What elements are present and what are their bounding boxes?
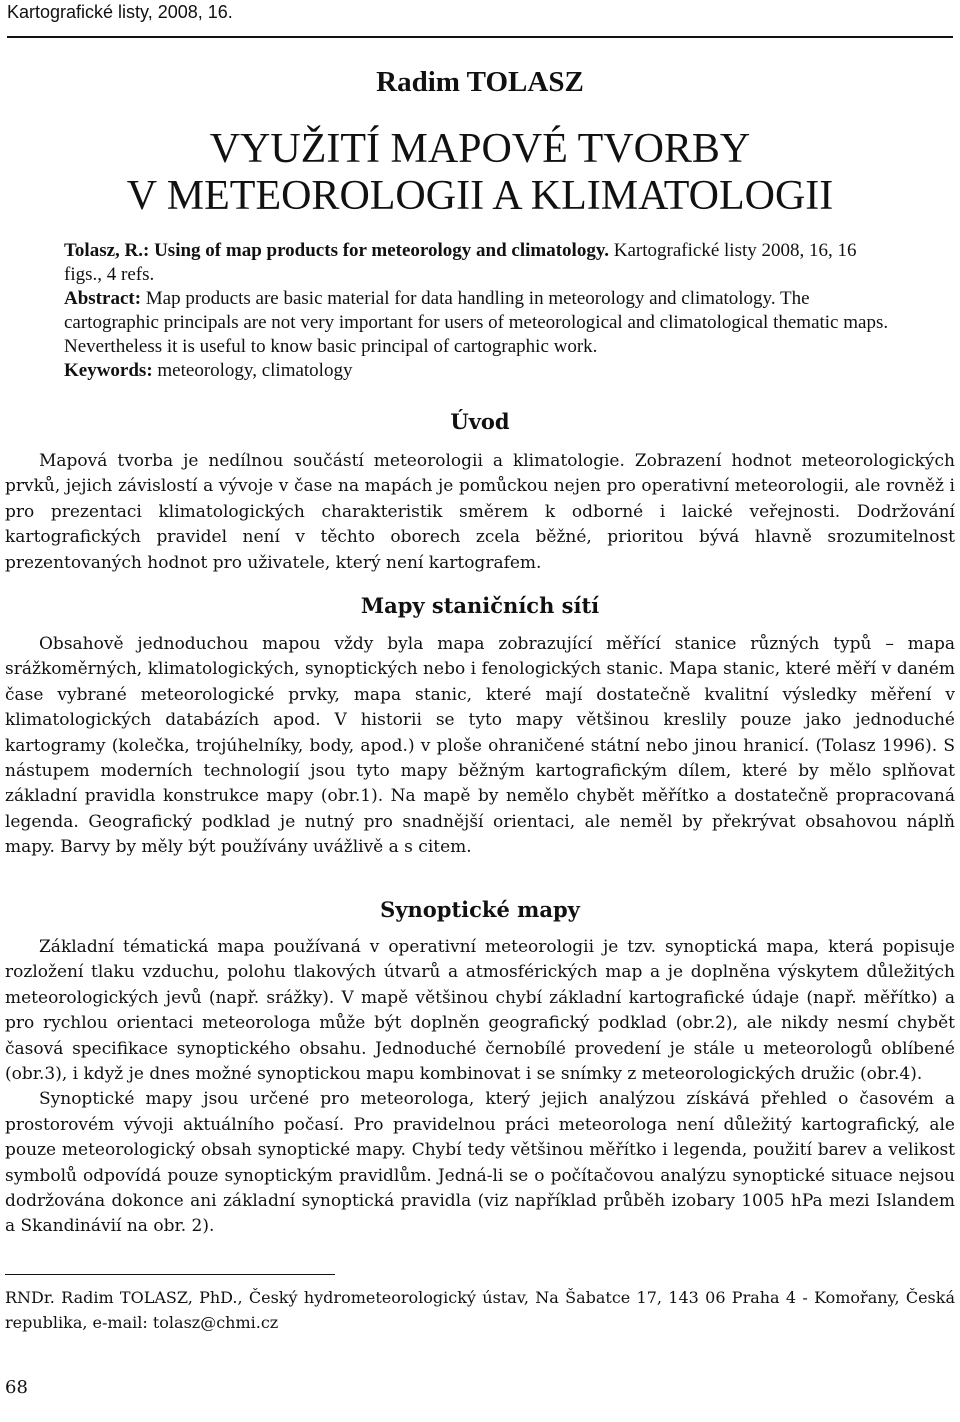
citation xyxy=(64,239,894,287)
section-body-intro xyxy=(5,449,955,576)
keywords-label: Keywords: xyxy=(64,360,153,381)
abstract-block xyxy=(64,239,894,383)
citation-rest: Kartografické listy 2008, 16, 16 figs., 4 refs. xyxy=(64,240,857,285)
article-title xyxy=(0,126,960,220)
author-footnote: RNDr. Radim TOLASZ, PhD., Český hydrometeorologický ústav, Na Šabatce 17, 143 06 Praha 4 - Komořany, Česká republika, e-mail: tolasz@chmi.cz xyxy=(5,1288,955,1332)
section-heading-synoptic: Synoptické mapy xyxy=(380,897,580,922)
keywords xyxy=(64,359,894,383)
paragraph: Základní tématická mapa používaná v operativní meteorologii je tzv. synoptická mapa, která popisuje rozložení tlaku vzduchu, polohu tlakových útvarů a atmosférických map a je doplněna výskytem důležitých meteorologických jevů (např. srážky). V mapě většinou chybí základní kartografické údaje (např. měřítko) a pro rychlou orientaci meteorologa může být doplněn geografický podklad (obr.2), ale nikdy nesmí chybět časová specifikace synoptického obsahu. Jednoduché černobílé provedení je stále u meteorologů oblíbené (obr.3), i když je dnes možné synoptickou mapu kombinovat i se snímky z meteorologických družic (obr.4). xyxy=(5,937,955,1085)
article-title-line2: V METEOROLOGII A KLIMATOLOGII xyxy=(126,173,834,219)
keywords-text: meteorology, climatology xyxy=(152,360,353,381)
abstract-label: Abstract: xyxy=(64,288,142,309)
article-title-line1: VYUŽITÍ MAPOVÉ TVORBY xyxy=(209,126,751,172)
section-heading-stations: Mapy staničních sítí xyxy=(360,593,600,618)
abstract xyxy=(64,287,894,359)
journal-header: Kartografické listy, 2008, 16. xyxy=(7,2,233,22)
citation-bold: Tolasz, R.: Using of map products for meteorology and climatology. xyxy=(64,240,610,261)
page-number: 68 xyxy=(5,1377,28,1398)
paragraph: Obsahově jednoduchou mapou vždy byla mapa zobrazující měřící stanice různých typů – mapa srážkoměrných, klimatologických, synoptických nebo i fenologických stanic. Mapa stanic, které měří v daném čase vybrané meteorologické prvky, mapa stanic, které mají dostatečně kvalitní výsledky měření v klimatologických databázích apod. V historii se tyto mapy většinou kreslily pouze jako jednoduché kartogramy (kolečka, trojúhelníky, body, apod.) v ploše ohraničené státní nebo jinou hranicí. (Tolasz 1996). S nástupem moderních technologií jsou tyto mapy běžným kartografickým dílem, které by mělo splňovat základní pravidla konstrukce mapy (obr.1). Na mapě by nemělo chybět měřítko a dostatečně propracovaná legenda. Geografický podklad je nutný pro snadnější orientaci, ale neměl by překrývat obsahovou náplň mapy. Barvy by měly být používány uvážlivě a s citem. xyxy=(5,634,955,858)
header-rule xyxy=(7,36,953,38)
section-heading-intro: Úvod xyxy=(450,409,510,434)
abstract-text: Map products are basic material for data handling in meteorology and climatology. The cartographic principals are not very important for users of meteorological and climatological thematic maps. Nevertheless it is useful to know basic principal of cartographic work. xyxy=(64,288,889,357)
paragraph: Mapová tvorba je nedílnou součástí meteorologii a klimatologie. Zobrazení hodnot meteorologických prvků, jejich závislostí a vývoje v čase na mapách je pomůckou nejen pro operativní meteorologii, ale rovněž i pro prezentaci klimatologických charakteristik směrem k odborné i laické veřejnosti. Dodržování kartografických pravidel není v těchto oborech zcela běžné, prioritou bývá hlavně srozumitelnost prezentovaných hodnot pro uživatele, který není kartografem. xyxy=(5,451,955,573)
section-body-synoptic xyxy=(5,935,955,1240)
article-author: Radim TOLASZ xyxy=(376,66,584,98)
footnote-rule xyxy=(5,1274,335,1275)
section-body-stations xyxy=(5,632,955,861)
paragraph: Synoptické mapy jsou určené pro meteorologa, který jejich analýzou získává přehled o časovém a prostorovém vývoji aktuálního počasí. Pro pravidelnou práci meteorologa není důležitý kartografický, ale pouze meteorologický obsah synoptické mapy. Chybí tedy většinou měřítko i legenda, použití barev a velikost symbolů odpovídá pouze synoptickým pravidlům. Jedná-li se o počítačovou analýzu synoptické situace nejsou dodržována dokonce ani základní synoptická pravidla (viz například průběh izobary 1005 hPa mezi Islandem a Skandinávií na obr. 2). xyxy=(5,1089,955,1237)
